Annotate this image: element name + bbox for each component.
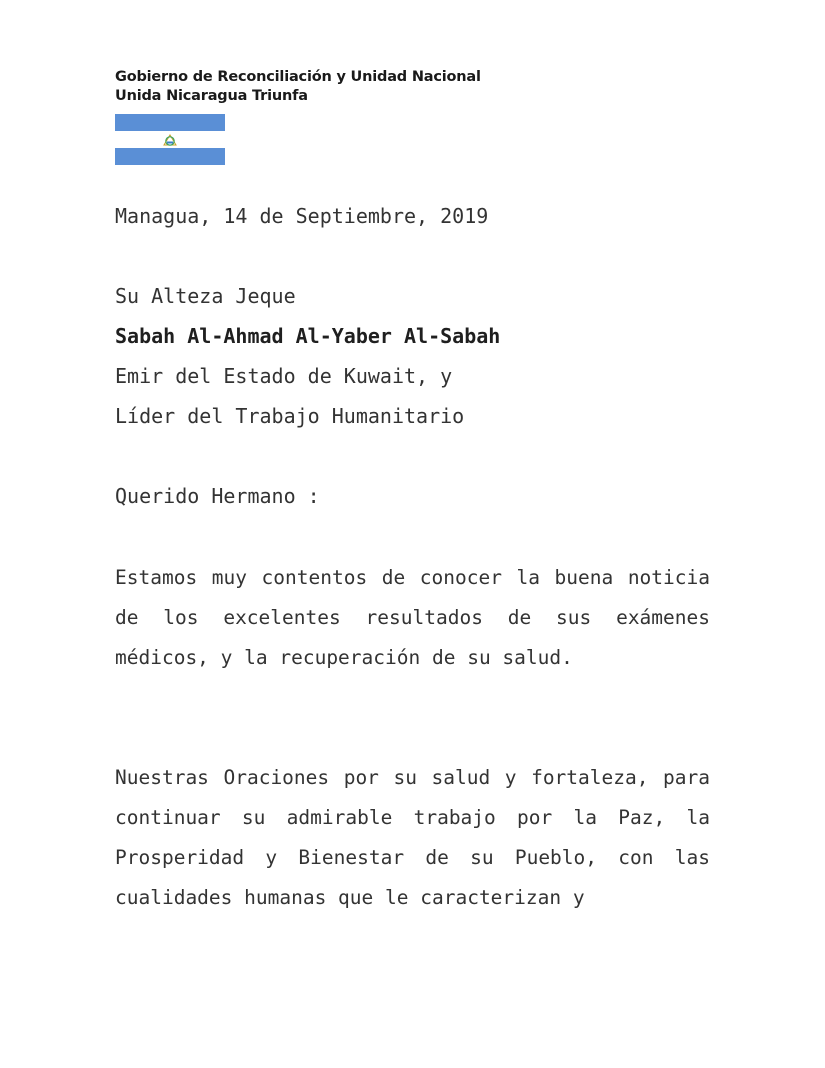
letterhead [115,68,481,106]
recipient-role-1: Emir del Estado de Kuwait, y [115,364,453,388]
letterhead-government-name: Gobierno de Reconciliación y Unidad Nacional [115,69,481,85]
letter-paragraph-1: Estamos muy contentos de conocer la buena noticia de los excelentes resultados de sus exámenes médicos, y la recuperación de su salud. [115,566,710,669]
recipient-title: Su Alteza Jeque [115,284,296,308]
letter-date: Managua, 14 de Septiembre, 2019 [115,204,489,228]
flag-emblem-icon [163,134,177,146]
letterhead-slogan: Unida Nicaragua Triunfa [115,88,308,104]
letter-paragraph-2: Nuestras Oraciones por su salud y fortaleza, para continuar su admirable trabajo por la Paz, la Prosperidad y Bienestar de su Pueblo, con las cualidades humanas que le caracterizan y [115,766,710,909]
flag-top-band [115,114,225,131]
recipient-name: Sabah Al-Ahmad Al-Yaber Al-Sabah [115,324,501,348]
letter-salutation: Querido Hermano : [115,484,320,508]
flag-bottom-band [115,148,225,165]
flag-middle-band [115,131,225,148]
recipient-role-2: Líder del Trabajo Humanitario [115,404,465,428]
nicaragua-flag-icon [115,114,225,165]
